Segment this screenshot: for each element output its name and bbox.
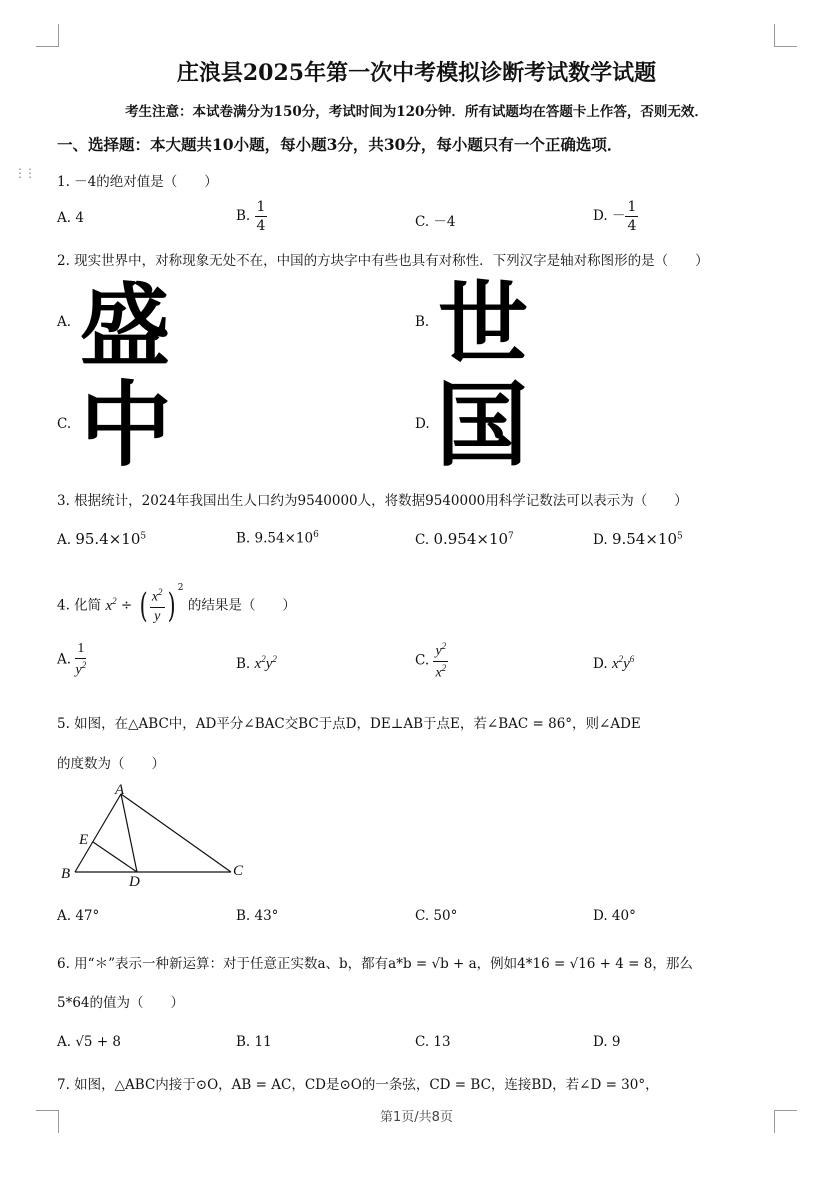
exam-notice: 考生注意：本试卷满分为150分，考试时间为120分钟．所有试题均在答题卡上作答，否则无效．: [125, 104, 708, 120]
q6-option-c: C. 13: [415, 1034, 451, 1050]
q2-option-b-label: B.: [415, 314, 430, 330]
crop-mark-top-right: [774, 24, 797, 47]
fraction: $\frac{x^2}{y}$: [151, 587, 163, 624]
q5-option-d: D. 40°: [593, 908, 636, 924]
q2-char-guo: 国: [436, 372, 529, 479]
fraction: $\frac{1}{4}$: [256, 199, 266, 234]
section-heading: 一、选择题：本大题共10小题，每小题3分，共30分，每小题只有一个正确选项．: [57, 135, 623, 154]
question-3-stem: 3. 根据统计，2024年我国出生人口约为9540000人，将数据9540000用科学记数法可以表示为（ ）: [57, 493, 688, 509]
label-c: C: [233, 863, 244, 879]
q2-char-zhong: 中: [80, 372, 173, 479]
segment-de: [93, 842, 137, 872]
q2-option-c-label: C.: [57, 416, 72, 432]
question-4-stem: 4. 化简 $x^2$ ÷ ( $\frac{x^2}{y}$ ) $^2$ 的结果是（ ）: [57, 583, 296, 626]
q1-option-b: B. $\frac{1}{4}$: [236, 199, 266, 234]
q2-char-shi: 世: [438, 272, 528, 377]
segment-ad: [121, 794, 137, 872]
question-5-stem-line1: 5. 如图，在△ABC中，AD平分∠BAC交BC于点D，DE⊥AB于点E，若∠BAC = 86°，则∠ADE: [57, 716, 641, 732]
q4-option-a: A. $\frac{1}{y^2}$: [57, 641, 87, 678]
q3-option-a: A. $95.4\times 10^5$: [57, 530, 147, 548]
label-a: A: [115, 782, 125, 798]
q1-option-a: A. 4: [57, 210, 84, 226]
question-2-stem: 2. 现实世界中，对称现象无处不在，中国的方块字中有些也具有对称性．下列汉字是轴对称图形的是（ ）: [57, 253, 709, 269]
q1-option-d: D. － $\frac{1}{4}$: [593, 199, 637, 234]
q2-char-sheng: 盛: [80, 274, 170, 379]
fraction: $\frac{1}{4}$: [627, 199, 637, 234]
label-d: D: [129, 874, 140, 890]
q6-option-b: B. 11: [236, 1034, 272, 1050]
q6-option-a: A. √5 + 8: [57, 1034, 122, 1050]
question-5-stem-line2: 的度数为（ ）: [57, 756, 165, 772]
q2-option-a-label: A.: [57, 314, 72, 330]
question-6-stem-line1: 6. 用“＊”表示一种新运算：对于任意正实数a、b，都有a*b = √b + a，例如4*16 = √16 + 4 = 8，那么: [57, 956, 693, 972]
question-1-stem: 1. －4的绝对值是（ ）: [57, 174, 218, 190]
q5-option-c: C. 50°: [415, 908, 458, 924]
segment-ac: [121, 794, 231, 872]
label-b: B: [61, 866, 71, 882]
q4-option-d: D. $x^2y^6$: [593, 654, 635, 672]
q5-option-b: B. 43°: [236, 908, 279, 924]
q1-option-c: C. －4: [415, 214, 456, 230]
q3-option-d: D. $9.54\times 10^5$: [593, 530, 683, 548]
q5-option-a: A. 47°: [57, 908, 100, 924]
page-footer: 第1页/共8页: [380, 1110, 453, 1125]
label-e: E: [79, 832, 89, 848]
question-6-stem-line2: 5*64的值为（ ）: [57, 995, 185, 1011]
fraction: $\frac{y^2}{x^2}$: [435, 641, 447, 681]
fraction: $\frac{1}{y^2}$: [75, 641, 87, 678]
q3-option-c: C. $0.954\times 10^7$: [415, 530, 514, 548]
q6-option-d: D. 9: [593, 1034, 621, 1050]
q4-option-c: C. $\frac{y^2}{x^2}$: [415, 641, 447, 681]
crop-mark-top-left: [36, 24, 59, 47]
triangle-figure: [55, 778, 255, 890]
question-7-stem: 7. 如图，△ABC内接于⊙O，AB = AC，CD是⊙O的一条弦，CD = BC，连接BD，若∠D = 30°，: [57, 1077, 659, 1093]
q3-option-b: B. $9.54\times 10^6$: [236, 530, 319, 547]
drag-handle-icon[interactable]: ⋮⋮: [14, 166, 34, 180]
q2-option-d-label: D.: [415, 416, 430, 432]
q4-option-b: B. $x^2y^2$: [236, 654, 277, 672]
page-title: 庄浪县2025年第一次中考模拟诊断考试数学试题: [176, 60, 657, 86]
